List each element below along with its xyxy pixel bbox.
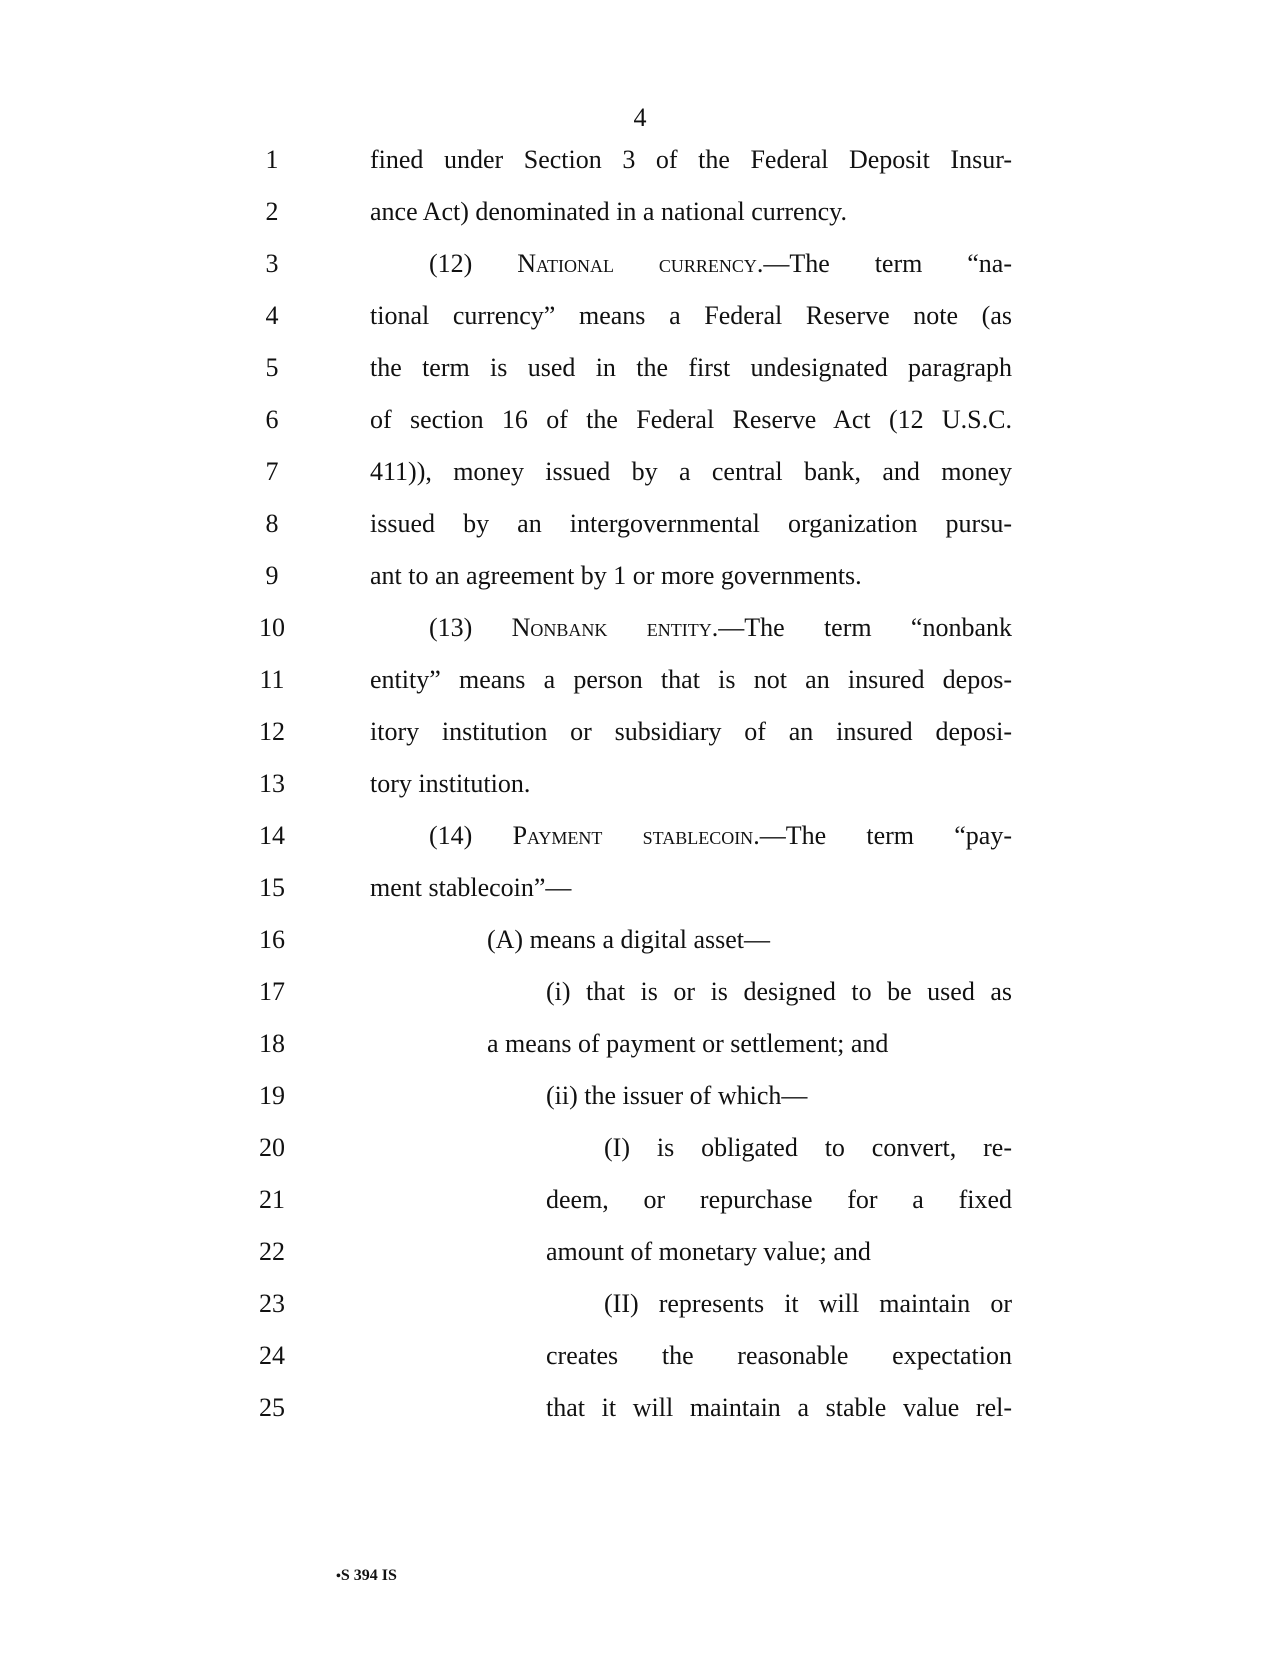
text-line-10 (429, 610, 1012, 646)
line-number-6: 6 (265, 405, 279, 434)
paragraph-number: (14) (429, 821, 513, 850)
page-number: 4 (633, 103, 647, 132)
text-line-23: (II) represents it will maintain or (604, 1289, 1012, 1318)
text-line-20: (I) is obligated to convert, re- (604, 1133, 1012, 1162)
paragraph-number: (13) (429, 613, 512, 642)
text-line-13: tory institution. (370, 769, 531, 798)
bill-footer (336, 1566, 397, 1587)
line-number-17: 17 (259, 977, 285, 1006)
line-number-15: 15 (259, 873, 285, 902)
line-number-4: 4 (265, 301, 279, 330)
line-number-9: 9 (265, 561, 279, 590)
definition-heading: National currency (517, 249, 757, 278)
line-number-22: 22 (259, 1237, 285, 1266)
line-number-10: 10 (259, 613, 285, 642)
definition-heading: Payment stablecoin (512, 821, 754, 850)
line-number-12: 12 (259, 717, 285, 746)
line-number-23: 23 (259, 1289, 285, 1318)
text-line-12: itory institution or subsidiary of an insured deposi- (370, 717, 1012, 746)
line-number-16: 16 (259, 925, 285, 954)
text-line-5: the term is used in the first undesignated paragraph (370, 353, 1012, 382)
text-line-17: (i) that is or is designed to be used as (546, 977, 1012, 1006)
definition-heading: Nonbank entity (511, 613, 712, 642)
line-number-20: 20 (259, 1133, 285, 1162)
line-number-21: 21 (259, 1185, 285, 1214)
text-line-14 (429, 818, 1012, 854)
line-number-25: 25 (259, 1393, 285, 1422)
line-number-5: 5 (265, 353, 279, 382)
definition-lead: .—The term “nonbank (711, 613, 1012, 642)
line-number-1: 1 (265, 145, 279, 174)
bill-identifier: S 394 IS (340, 1567, 397, 1584)
text-line-22: amount of monetary value; and (546, 1237, 871, 1266)
text-line-15: ment stablecoin”— (370, 873, 572, 902)
text-line-6: of section 16 of the Federal Reserve Act (12 U.S.C. (370, 405, 1012, 434)
text-line-7: 411)), money issued by a central bank, and money (370, 457, 1012, 486)
line-number-7: 7 (265, 457, 279, 486)
text-line-1: fined under Section 3 of the Federal Deposit Insur- (370, 145, 1012, 174)
text-line-24: creates the reasonable expectation (546, 1341, 1012, 1370)
text-line-11: entity” means a person that is not an insured depos- (370, 665, 1012, 694)
text-line-18: a means of payment or settlement; and (487, 1029, 889, 1058)
line-number-3: 3 (265, 249, 279, 278)
text-line-8: issued by an intergovernmental organization pursu- (370, 509, 1012, 538)
line-number-18: 18 (259, 1029, 285, 1058)
text-line-21: deem, or repurchase for a fixed (546, 1185, 1012, 1214)
line-number-19: 19 (259, 1081, 285, 1110)
text-line-3 (429, 246, 1012, 282)
text-line-16: (A) means a digital asset— (487, 925, 771, 954)
line-number-8: 8 (265, 509, 279, 538)
footer-bullet: • (336, 1569, 341, 1584)
line-number-14: 14 (259, 821, 285, 850)
text-line-9: ant to an agreement by 1 or more governments. (370, 561, 862, 590)
paragraph-number: (12) (429, 249, 518, 278)
text-line-19: (ii) the issuer of which— (546, 1081, 808, 1110)
text-line-25: that it will maintain a stable value rel- (546, 1393, 1012, 1422)
line-number-2: 2 (265, 197, 279, 226)
definition-lead: .—The term “na- (756, 249, 1012, 278)
definition-lead: .—The term “pay- (753, 821, 1012, 850)
text-line-4: tional currency” means a Federal Reserve note (as (370, 301, 1012, 330)
line-number-11: 11 (259, 665, 285, 694)
text-line-2: ance Act) denominated in a national currency. (370, 197, 847, 226)
line-number-24: 24 (259, 1341, 285, 1370)
line-number-13: 13 (259, 769, 285, 798)
